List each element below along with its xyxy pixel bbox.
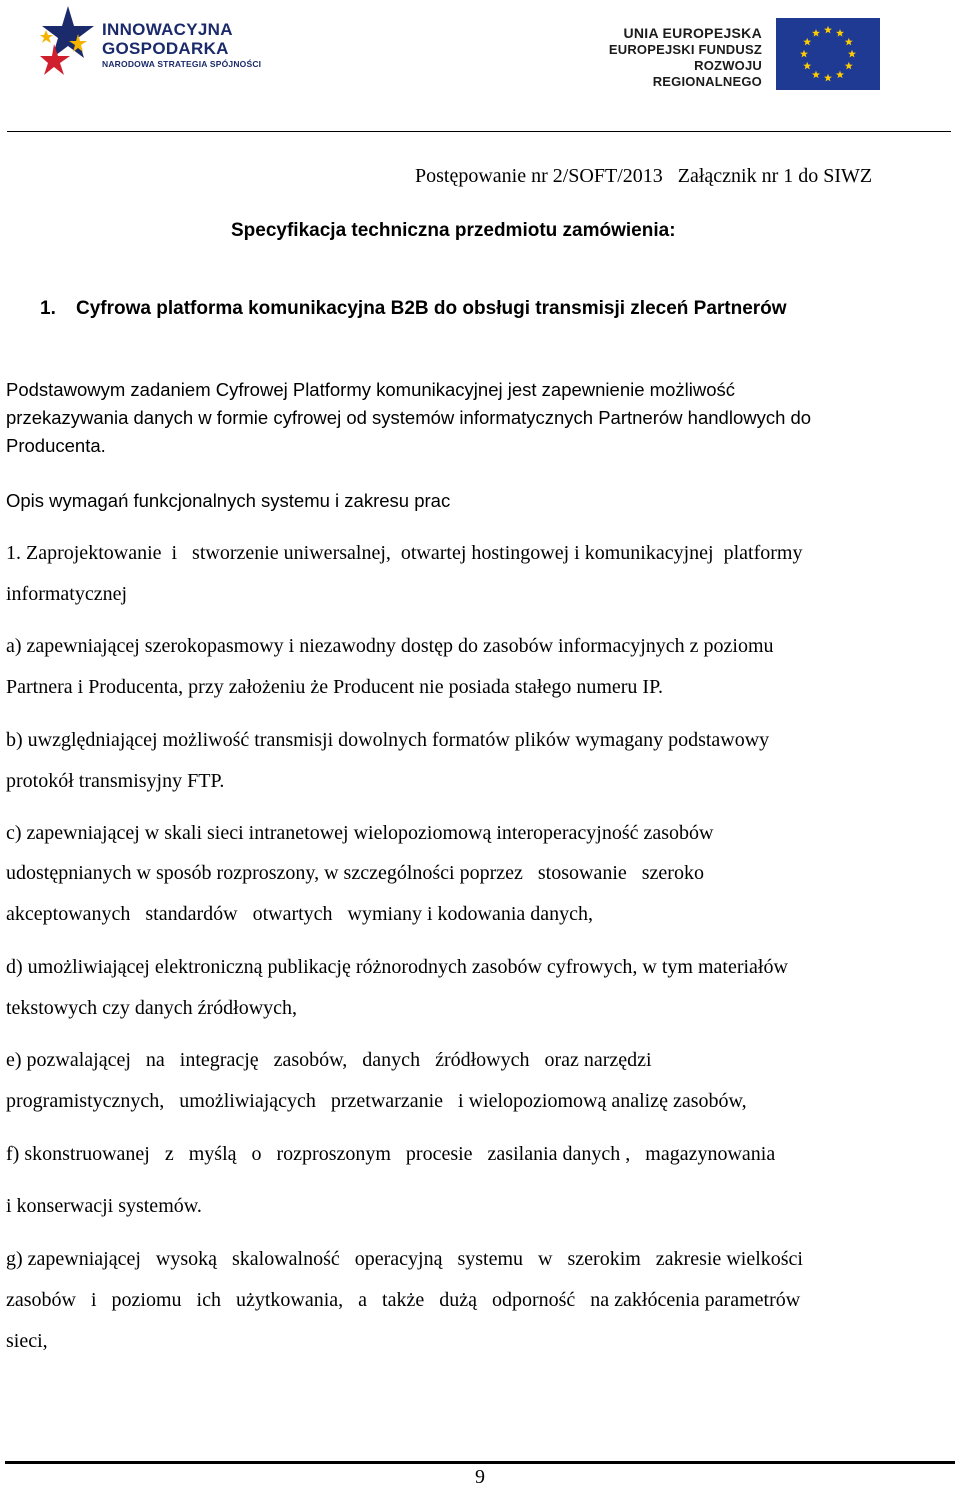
point-e-line-1: e) pozwalającej na integrację zasobów, danych źródłowych oraz narzędzi <box>6 1049 652 1071</box>
eu-line-3: ROZWOJU REGIONALNEGO <box>652 58 762 89</box>
intro-line-2: przekazywania danych w formie cyfrowej od systemów informatycznych Partnerów handlowych do <box>6 407 812 428</box>
point-f-line-2: i konserwacji systemów. <box>6 1195 202 1217</box>
document-title: Specyfikacja techniczna przedmiotu zamówienia: <box>231 220 676 241</box>
eu-flag-icon <box>776 18 880 90</box>
eu-line-2: EUROPEJSKI FUNDUSZ <box>608 42 762 57</box>
right-logo-text <box>590 25 762 90</box>
logo-line-2: GOSPODARKA <box>102 39 229 58</box>
header-divider <box>7 131 951 132</box>
innowacyjna-gospodarka-logo <box>40 4 280 82</box>
point-c-line-2: udostępnianych w sposób rozproszony, w szczególności poprzez stosowanie szeroko <box>6 862 704 884</box>
point-e-line-2: programistycznych, umożliwiających przetwarzanie i wielopoziomową analizę zasobów, <box>6 1090 747 1112</box>
point-b-line-2: protokół transmisyjny FTP. <box>6 770 225 792</box>
document-reference: Postępowanie nr 2/SOFT/2013 Załącznik nr 1 do SIWZ <box>415 165 873 187</box>
point-d-line-1: d) umożliwiającej elektroniczną publikację różnorodnych zasobów cyfrowych, w tym materiałów <box>6 956 788 978</box>
point-c-line-1: c) zapewniającej w skali sieci intranetowej wielopoziomową interoperacyjność zasobów <box>6 822 714 844</box>
eu-line-1: UNIA EUROPEJSKA <box>623 25 762 41</box>
point-g-line-1: g) zapewniającej wysoką skalowalność operacyjną systemu w szerokim zakresie wielkości <box>6 1248 803 1270</box>
requirements-heading: Opis wymagań funkcjonalnych systemu i zakresu prac <box>6 490 451 511</box>
intro-line-3: Producenta. <box>6 435 106 456</box>
left-logo-text <box>102 20 261 70</box>
page-number: 9 <box>475 1466 485 1488</box>
point-d-line-2: tekstowych czy danych źródłowych, <box>6 997 298 1019</box>
star-emblem-icon <box>40 4 100 76</box>
footer-divider <box>5 1461 955 1464</box>
eu-fund-logo <box>590 12 880 88</box>
point-c-line-3: akceptowanych standardów otwartych wymiany i kodowania danych, <box>6 903 594 925</box>
item-1-line-2: informatycznej <box>6 583 128 605</box>
point-g-line-2: zasobów i poziomu ich użytkowania, a także dużą odporność na zakłócenia parametrów <box>6 1289 801 1311</box>
point-a-line-2: Partnera i Producenta, przy założeniu że Producent nie posiada stałego numeru IP. <box>6 676 664 698</box>
logo-line-1: INNOWACYJNA <box>102 20 233 39</box>
point-b-line-1: b) uwzględniającej możliwość transmisji dowolnych formatów plików wymagany podstawowy <box>6 729 770 751</box>
point-a-line-1: a) zapewniającej szerokopasmowy i niezawodny dostęp do zasobów informacyjnych z poziomu <box>6 635 774 657</box>
logo-line-3: NARODOWA STRATEGIA SPÓJNOŚCI <box>102 59 262 69</box>
item-1-line-1: 1. Zaprojektowanie i stworzenie uniwersalnej, otwartej hostingowej i komunikacyjnej platformy <box>6 542 803 564</box>
intro-line-1: Podstawowym zadaniem Cyfrowej Platformy komunikacyjnej jest zapewnienie możliwość <box>6 379 735 400</box>
point-f-line-1: f) skonstruowanej z myślą o rozproszonym procesie zasilania danych , magazynowania <box>6 1143 776 1165</box>
section-title: Cyfrowa platforma komunikacyjna B2B do obsługi transmisji zleceń Partnerów <box>76 298 787 319</box>
section-number: 1. <box>40 298 56 319</box>
point-g-line-3: sieci, <box>6 1330 48 1352</box>
